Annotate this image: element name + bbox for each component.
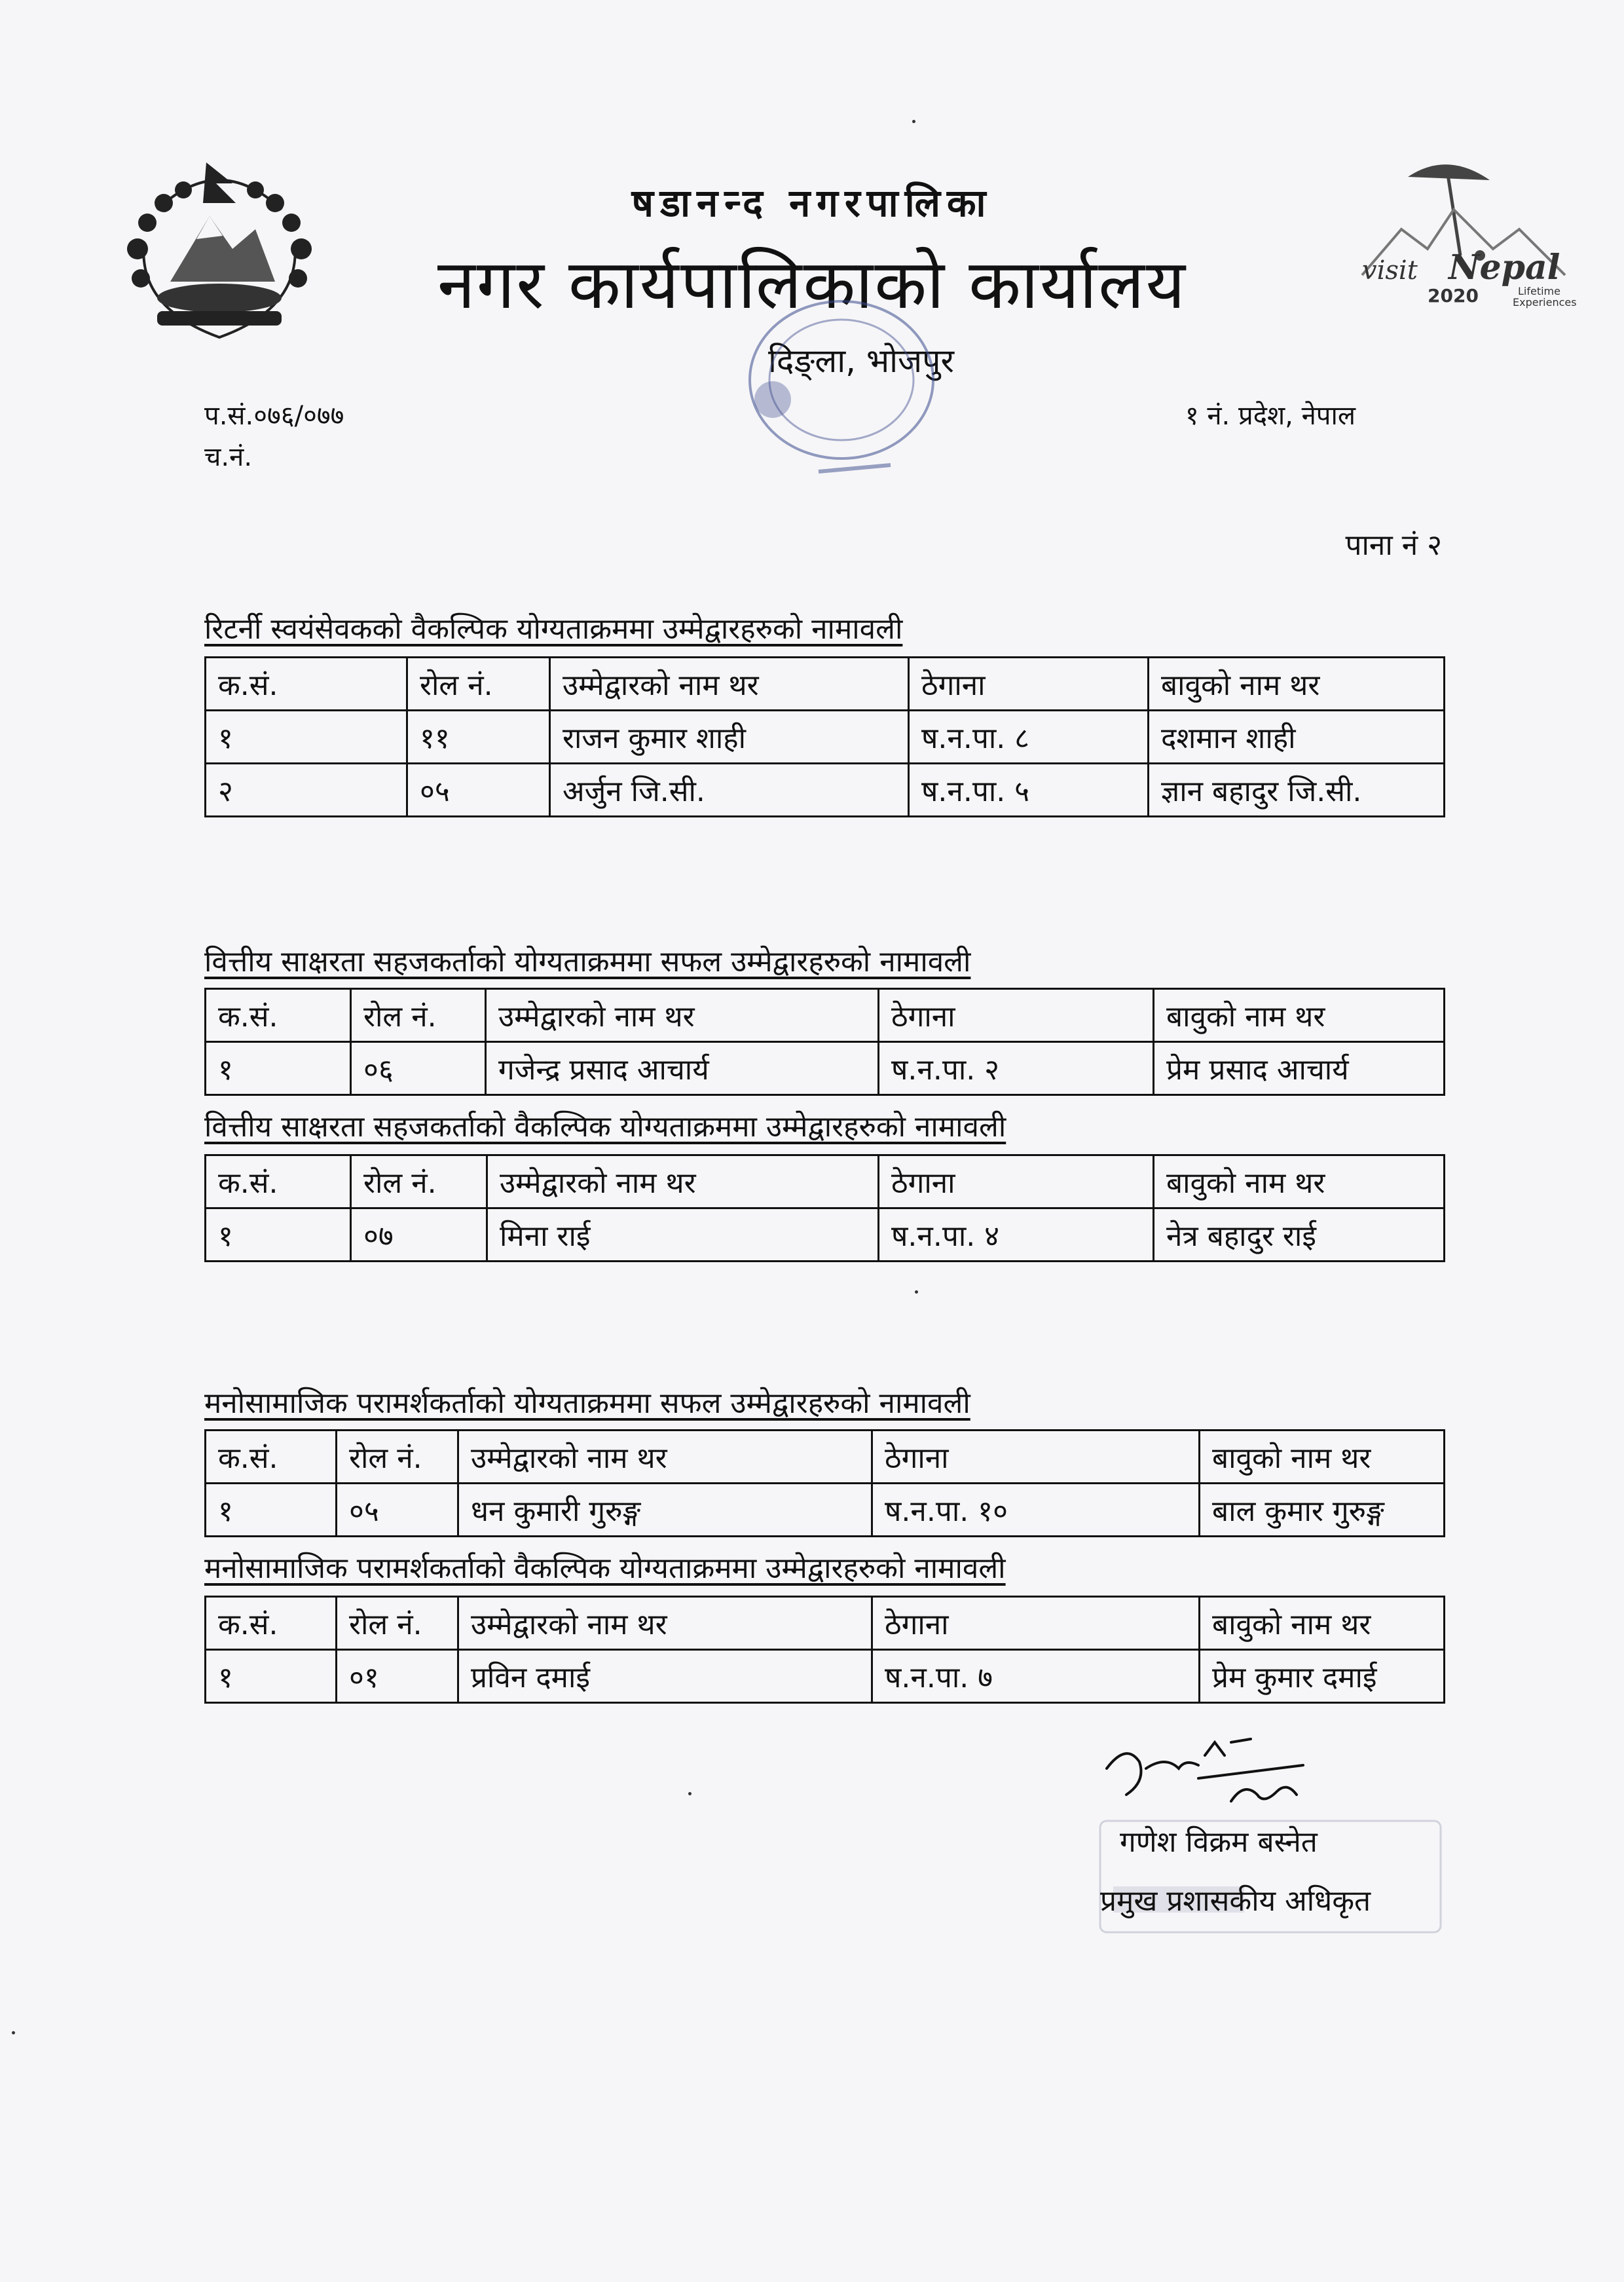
table-cell: नेत्र बहादुर राई <box>1154 1208 1445 1262</box>
column-header: ठेगाना <box>872 1431 1200 1484</box>
table-row <box>206 711 1445 764</box>
office-name: नगर कार्यपालिकाको कार्यालय <box>437 244 1187 324</box>
table-cell: १ <box>206 1484 337 1537</box>
column-header: ठेगाना <box>879 989 1154 1042</box>
section-title: वित्तीय साक्षरता सहजकर्ताको वैकल्पिक योग्यताक्रममा उम्मेद्वारहरुको नामावली <box>204 1110 1006 1144</box>
province-label: १ नं. प्रदेश, नेपाल <box>1185 401 1356 431</box>
table-cell: बाल कुमार गुरुङ्ग <box>1200 1484 1445 1537</box>
reference-number: प.सं.०७६/०७७ <box>204 401 344 431</box>
scan-speck <box>912 120 915 123</box>
year-text: 2020 <box>1428 285 1479 307</box>
column-header: उम्मेद्वारको नाम थर <box>550 658 909 711</box>
table-cell: ०६ <box>351 1042 486 1095</box>
table-cell: ०७ <box>351 1208 487 1262</box>
table-header-row <box>206 1155 1445 1208</box>
column-header: रोल नं. <box>337 1597 458 1650</box>
column-header: रोल नं. <box>407 658 550 711</box>
table-cell: ष.न.पा. ५ <box>909 764 1149 817</box>
column-header: ठेगाना <box>879 1155 1154 1208</box>
column-header: ठेगाना <box>909 658 1149 711</box>
table-cell: ष.न.पा. २ <box>879 1042 1154 1095</box>
candidate-table <box>204 1596 1445 1704</box>
scan-speck <box>12 2031 15 2034</box>
table-cell: ११ <box>407 711 550 764</box>
section-title: मनोसामाजिक परामर्शकर्ताको वैकल्पिक योग्यताक्रममा उम्मेद्वारहरुको नामावली <box>204 1552 1006 1585</box>
scan-speck <box>915 1290 918 1294</box>
column-header: रोल नं. <box>351 1155 487 1208</box>
column-header: रोल नं. <box>337 1431 458 1484</box>
column-header: उम्मेद्वारको नाम थर <box>458 1597 872 1650</box>
column-header: ठेगाना <box>872 1597 1200 1650</box>
column-header: बावुको नाम थर <box>1200 1431 1445 1484</box>
table-header-row <box>206 989 1445 1042</box>
column-header: बावुको नाम थर <box>1149 658 1445 711</box>
column-header: क.सं. <box>206 1155 351 1208</box>
table-cell: ष.न.पा. ४ <box>879 1208 1154 1262</box>
candidate-table <box>204 1154 1445 1262</box>
table-header-row <box>206 1597 1445 1650</box>
table-cell: १ <box>206 711 407 764</box>
column-header: क.सं. <box>206 1597 337 1650</box>
column-header: बावुको नाम थर <box>1154 1155 1445 1208</box>
table-cell: दशमान शाही <box>1149 711 1445 764</box>
candidate-table <box>204 1429 1445 1537</box>
table-row <box>206 1042 1445 1095</box>
page-number: पाना नं २ <box>1345 529 1442 562</box>
visit-text: visit <box>1362 255 1418 286</box>
table-cell: धन कुमारी गुरुङ्ग <box>458 1484 872 1537</box>
table-row <box>206 1208 1445 1262</box>
column-header: उम्मेद्वारको नाम थर <box>486 989 879 1042</box>
table-cell: ष.न.पा. १० <box>872 1484 1200 1537</box>
office-stamp-icon <box>727 288 950 485</box>
section-title: रिटर्नी स्वयंसेवकको वैकल्पिक योग्यताक्रममा उम्मेद्वारहरुको नामावली <box>204 612 903 646</box>
table-cell: प्रविन दमाई <box>458 1650 872 1703</box>
column-header: बावुको नाम थर <box>1200 1597 1445 1650</box>
table-cell: ०५ <box>407 764 550 817</box>
tagline-1: Lifetime <box>1518 285 1560 297</box>
signatory-title: प्रमुख प्रशासकीय अधिकृत <box>1100 1884 1371 1918</box>
handwritten-signature-icon <box>1100 1729 1323 1814</box>
table-cell: २ <box>206 764 407 817</box>
signatory-name: गणेश विक्रम बस्नेत <box>1120 1825 1318 1859</box>
table-cell: मिना राई <box>487 1208 879 1262</box>
nepal-text: Nepal <box>1449 248 1560 288</box>
table-cell: अर्जुन जि.सी. <box>550 764 909 817</box>
column-header: उम्मेद्वारको नाम थर <box>487 1155 879 1208</box>
table-cell: प्रेम कुमार दमाई <box>1200 1650 1445 1703</box>
table-cell: १ <box>206 1042 351 1095</box>
column-header: क.सं. <box>206 989 351 1042</box>
section-title: मनोसामाजिक परामर्शकर्ताको योग्यताक्रममा सफल उम्मेद्वारहरुको नामावली <box>204 1387 970 1420</box>
table-cell: गजेन्द्र प्रसाद आचार्य <box>486 1042 879 1095</box>
tagline-2: Experiences <box>1513 296 1577 309</box>
column-header: क.सं. <box>206 1431 337 1484</box>
table-cell: प्रेम प्रसाद आचार्य <box>1154 1042 1445 1095</box>
table-cell: ष.न.पा. ८ <box>909 711 1149 764</box>
table-header-row <box>206 1431 1445 1484</box>
table-cell: १ <box>206 1208 351 1262</box>
table-cell: ०१ <box>337 1650 458 1703</box>
table-cell: १ <box>206 1650 337 1703</box>
municipality-name: षडानन्द नगरपालिका <box>631 181 993 225</box>
table-cell: ष.न.पा. ७ <box>872 1650 1200 1703</box>
column-header: उम्मेद्वारको नाम थर <box>458 1431 872 1484</box>
table-row <box>206 1650 1445 1703</box>
table-header-row <box>206 658 1445 711</box>
office-address: दिङ्ला, भोजपुर <box>767 342 955 380</box>
scan-speck <box>688 1792 692 1795</box>
table-row <box>206 764 1445 817</box>
candidate-table <box>204 988 1445 1096</box>
section-title: वित्तीय साक्षरता सहजकर्ताको योग्यताक्रममा सफल उम्मेद्वारहरुको नामावली <box>204 945 971 979</box>
column-header: क.सं. <box>206 658 407 711</box>
table-cell: ज्ञान बहादुर जि.सी. <box>1149 764 1445 817</box>
table-row <box>206 1484 1445 1537</box>
column-header: बावुको नाम थर <box>1154 989 1445 1042</box>
candidate-table <box>204 656 1445 817</box>
column-header: रोल नं. <box>351 989 486 1042</box>
table-cell: राजन कुमार शाही <box>550 711 909 764</box>
dispatch-number: च.नं. <box>204 442 253 472</box>
table-cell: ०५ <box>337 1484 458 1537</box>
visit-nepal-logo <box>1349 151 1591 321</box>
